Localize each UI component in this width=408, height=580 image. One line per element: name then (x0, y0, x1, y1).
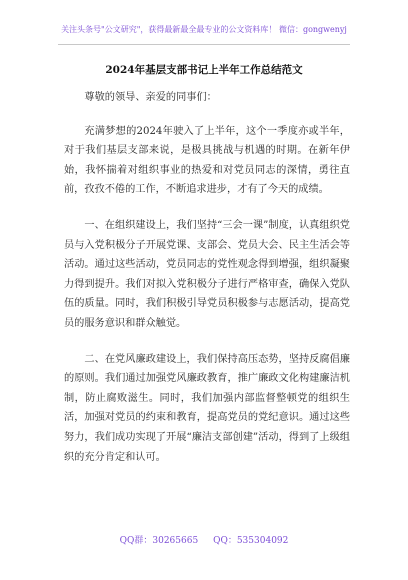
salutation: 尊敬的领导、亲爱的同事们： (84, 92, 217, 103)
paragraph-integrity: 二、在党风廉政建设上，我们保持高压态势，坚持反腐倡廉的原则。我们通过加强党风廉政教育，推广廉政文化构建廉洁机制，防止腐败滋生。同时，我们加强内部监督整顿党的组织生活，加强对党员的约束和教育，提高党员的党纪意识。通过这些努力，我们成功实现了开展“廉洁支部创建”活动，得到了上级组织的充分肯定和认可。 (64, 353, 350, 463)
footer-contact (0, 533, 408, 546)
header-divider (58, 44, 350, 45)
document-title: 2024年基层支部书记上半年工作总结范文 (105, 64, 303, 76)
footer-qq-group: QQ群：30265665 (119, 536, 199, 546)
header-promo-text: 关注头条号"公文研究"，获得最新最全最专业的公文资料库！ 微信：gongwenyj (61, 25, 347, 34)
document-body (64, 88, 350, 483)
paragraph-intro: 充满梦想的2024年驶入了上半年，这个一季度亦或半年，对于我们基层支部来说，是极具挑战与机遇的时期。在新年伊始，我怀揣着对组织事业的热爱和对党员同志的深情，勇往直前，孜孜不倦的工作，不断追求进步，才有了今天的成绩。 (64, 125, 350, 196)
footer-qq-number: QQ：535304092 (213, 536, 289, 546)
paragraph-organization: 一、在组织建设上，我们坚持“三会一课”制度，认真组织党员与入党积极分子开展党课、支部会、党员大会、民主生活会等活动。通过这些活动，党员同志的党性观念得到增强，组织凝聚力得到提升。我们对拟入党积极分子进行严格审查，确保入党队伍的质量。同时，我们积极引导党员积极参与志愿活动，提高党员的服务意识和群众触觉。 (64, 219, 350, 329)
